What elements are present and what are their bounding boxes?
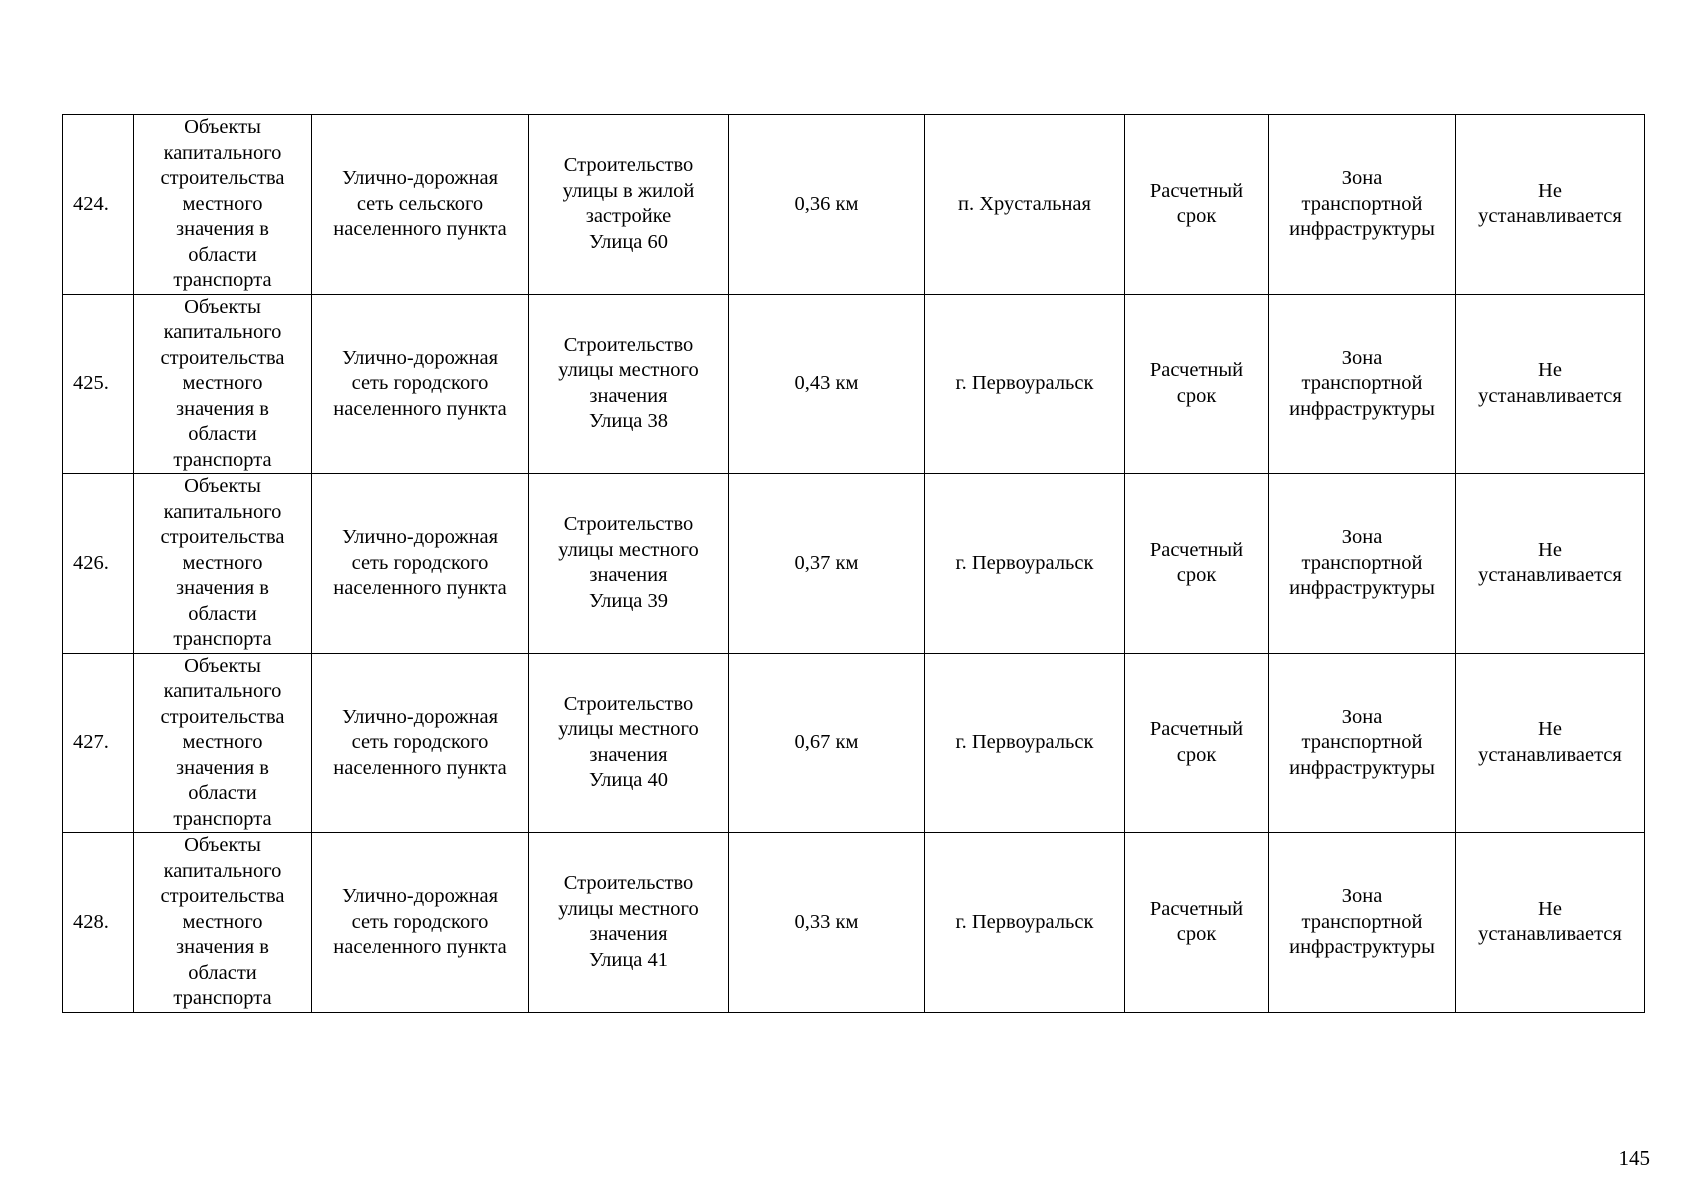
description-cell: Строительство улицы местного значения Улица 38: [529, 294, 729, 474]
term-cell: Расчетный срок: [1125, 115, 1269, 295]
restriction-cell: Не устанавливается: [1456, 833, 1645, 1013]
description-cell: Строительство улицы местного значения Улица 39: [529, 474, 729, 654]
table-row: [63, 833, 1645, 1013]
objects-table: [62, 114, 1645, 1013]
term-cell: Расчетный срок: [1125, 474, 1269, 654]
table-row: [63, 474, 1645, 654]
object-type-cell: Объекты капитального строительства местного значения в области транспорта: [134, 294, 312, 474]
length-cell: 0,67 км: [729, 653, 925, 833]
description-cell: Строительство улицы в жилой застройке Улица 60: [529, 115, 729, 295]
location-cell: г. Первоуральск: [925, 653, 1125, 833]
zone-cell: Зона транспортной инфраструктуры: [1269, 294, 1456, 474]
zone-cell: Зона транспортной инфраструктуры: [1269, 474, 1456, 654]
network-cell: Улично-дорожная сеть городского населенного пункта: [312, 653, 529, 833]
table-row: [63, 294, 1645, 474]
zone-cell: Зона транспортной инфраструктуры: [1269, 115, 1456, 295]
row-number: 426.: [63, 474, 134, 654]
term-cell: Расчетный срок: [1125, 294, 1269, 474]
description-cell: Строительство улицы местного значения Улица 40: [529, 653, 729, 833]
location-cell: г. Первоуральск: [925, 833, 1125, 1013]
location-cell: г. Первоуральск: [925, 474, 1125, 654]
row-number: 425.: [63, 294, 134, 474]
network-cell: Улично-дорожная сеть городского населенного пункта: [312, 294, 529, 474]
length-cell: 0,33 км: [729, 833, 925, 1013]
object-type-cell: Объекты капитального строительства местного значения в области транспорта: [134, 653, 312, 833]
table-row: [63, 115, 1645, 295]
length-cell: 0,37 км: [729, 474, 925, 654]
description-cell: Строительство улицы местного значения Улица 41: [529, 833, 729, 1013]
restriction-cell: Не устанавливается: [1456, 294, 1645, 474]
row-number: 424.: [63, 115, 134, 295]
object-type-cell: Объекты капитального строительства местного значения в области транспорта: [134, 115, 312, 295]
row-number: 427.: [63, 653, 134, 833]
location-cell: п. Хрустальная: [925, 115, 1125, 295]
term-cell: Расчетный срок: [1125, 833, 1269, 1013]
length-cell: 0,43 км: [729, 294, 925, 474]
network-cell: Улично-дорожная сеть городского населенного пункта: [312, 474, 529, 654]
object-type-cell: Объекты капитального строительства местного значения в области транспорта: [134, 833, 312, 1013]
zone-cell: Зона транспортной инфраструктуры: [1269, 833, 1456, 1013]
zone-cell: Зона транспортной инфраструктуры: [1269, 653, 1456, 833]
table-row: [63, 653, 1645, 833]
location-cell: г. Первоуральск: [925, 294, 1125, 474]
restriction-cell: Не устанавливается: [1456, 653, 1645, 833]
restriction-cell: Не устанавливается: [1456, 474, 1645, 654]
row-number: 428.: [63, 833, 134, 1013]
network-cell: Улично-дорожная сеть городского населенного пункта: [312, 833, 529, 1013]
term-cell: Расчетный срок: [1125, 653, 1269, 833]
page-number: 145: [1618, 1146, 1650, 1170]
network-cell: Улично-дорожная сеть сельского населенного пункта: [312, 115, 529, 295]
length-cell: 0,36 км: [729, 115, 925, 295]
object-type-cell: Объекты капитального строительства местного значения в области транспорта: [134, 474, 312, 654]
restriction-cell: Не устанавливается: [1456, 115, 1645, 295]
